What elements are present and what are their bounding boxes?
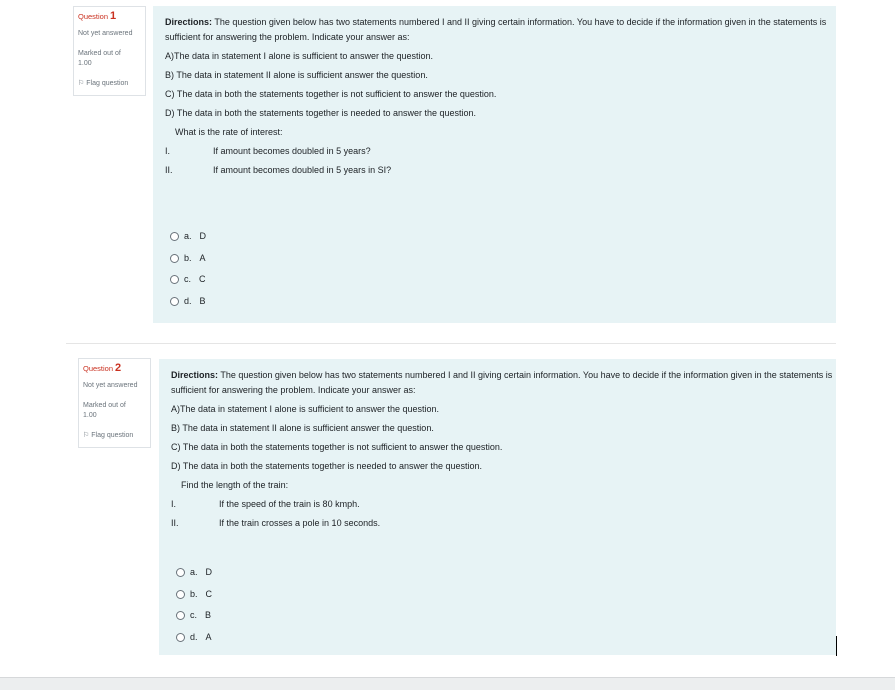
flag-icon: ⚐ bbox=[78, 80, 85, 87]
option-line-b: B) The data in statement II alone is sufficient answer the question. bbox=[165, 70, 428, 80]
directions-heading: Directions: bbox=[171, 370, 219, 380]
option-line-d: D) The data in both the statements together is needed to answer the question. bbox=[165, 108, 477, 118]
statement-2 bbox=[165, 161, 836, 180]
radio-button[interactable] bbox=[170, 275, 179, 284]
radio-button[interactable] bbox=[176, 590, 185, 599]
flag-question-button[interactable] bbox=[78, 79, 142, 89]
question-number: Question 1 bbox=[78, 10, 117, 22]
answer-option-d[interactable]: d. B bbox=[170, 291, 206, 313]
directions-heading: Directions: bbox=[165, 17, 213, 27]
question-state: Not yet answered bbox=[78, 30, 133, 37]
radio-button[interactable] bbox=[176, 611, 185, 620]
statement-number: I. bbox=[165, 146, 171, 156]
statement-number: II. bbox=[165, 165, 173, 175]
radio-button[interactable] bbox=[170, 297, 179, 306]
marked-out-of-value: 1.00 bbox=[83, 412, 97, 419]
flag-question-button[interactable] bbox=[83, 431, 147, 441]
answer-option-a[interactable]: a. D bbox=[176, 562, 212, 584]
question-grade bbox=[78, 49, 142, 69]
question-content bbox=[159, 359, 836, 655]
answer-option-b[interactable]: b. A bbox=[170, 248, 206, 270]
flag-icon: ⚐ bbox=[83, 432, 90, 439]
question-info-panel bbox=[78, 358, 151, 448]
statement-1 bbox=[171, 495, 836, 514]
question-info-panel bbox=[73, 6, 146, 96]
option-line-a: A)The data in statement I alone is sufficient to answer the question. bbox=[171, 404, 439, 414]
question-number: Question 2 bbox=[83, 362, 122, 374]
directions-text: The question given below has two statements numbered I and II giving certain information. You have to decide if the information given in the statements is sufficient for answering the problem. Indicate your answer as: bbox=[165, 17, 827, 42]
question-content bbox=[153, 6, 836, 323]
directions bbox=[165, 15, 836, 45]
directions bbox=[171, 368, 836, 398]
radio-button[interactable] bbox=[176, 568, 185, 577]
option-line-a: A)The data in statement I alone is sufficient to answer the question. bbox=[165, 51, 433, 61]
answer-option-c[interactable]: c. B bbox=[176, 605, 212, 627]
statement-number: II. bbox=[171, 518, 179, 528]
marked-out-of-label: Marked out of bbox=[78, 50, 121, 57]
option-line-b: B) The data in statement II alone is sufficient answer the question. bbox=[171, 423, 434, 433]
radio-button[interactable] bbox=[170, 254, 179, 263]
statement-1 bbox=[165, 142, 836, 161]
answer-options bbox=[170, 226, 206, 312]
directions-text: The question given below has two statements numbered I and II giving certain information. You have to decide if the information given in the statements is sufficient for answering the problem. Indicate your answer as: bbox=[171, 370, 833, 395]
answer-option-c[interactable]: c. C bbox=[170, 269, 206, 291]
radio-button[interactable] bbox=[176, 633, 185, 642]
question-grade bbox=[83, 401, 147, 421]
statement-2 bbox=[171, 514, 836, 533]
option-line-d: D) The data in both the statements together is needed to answer the question. bbox=[171, 461, 483, 471]
statement-number: I. bbox=[171, 499, 177, 509]
marked-out-of-value: 1.00 bbox=[78, 60, 92, 67]
answer-options bbox=[176, 562, 212, 648]
page-bottom-bar bbox=[0, 677, 895, 690]
flag-question-label: Flag question bbox=[86, 80, 129, 87]
statement-text: If the speed of the train is 80 kmph. bbox=[219, 499, 360, 509]
question-divider bbox=[66, 343, 836, 344]
option-line-c: C) The data in both the statements together is not sufficient to answer the question. bbox=[165, 89, 497, 99]
question-text: What is the rate of interest: bbox=[175, 127, 283, 137]
statement-text: If amount becomes doubled in 5 years in SI? bbox=[213, 165, 392, 175]
question-text: Find the length of the train: bbox=[181, 480, 289, 490]
flag-question-label: Flag question bbox=[91, 432, 134, 439]
statement-text: If amount becomes doubled in 5 years? bbox=[213, 146, 371, 156]
answer-option-d[interactable]: d. A bbox=[176, 627, 212, 649]
question-state: Not yet answered bbox=[83, 382, 138, 389]
marked-out-of-label: Marked out of bbox=[83, 402, 126, 409]
option-line-c: C) The data in both the statements together is not sufficient to answer the question. bbox=[171, 442, 503, 452]
statement-text: If the train crosses a pole in 10 seconds. bbox=[219, 518, 381, 528]
radio-button[interactable] bbox=[170, 232, 179, 241]
text-cursor bbox=[836, 636, 837, 656]
answer-option-b[interactable]: b. C bbox=[176, 584, 212, 606]
answer-option-a[interactable]: a. D bbox=[170, 226, 206, 248]
